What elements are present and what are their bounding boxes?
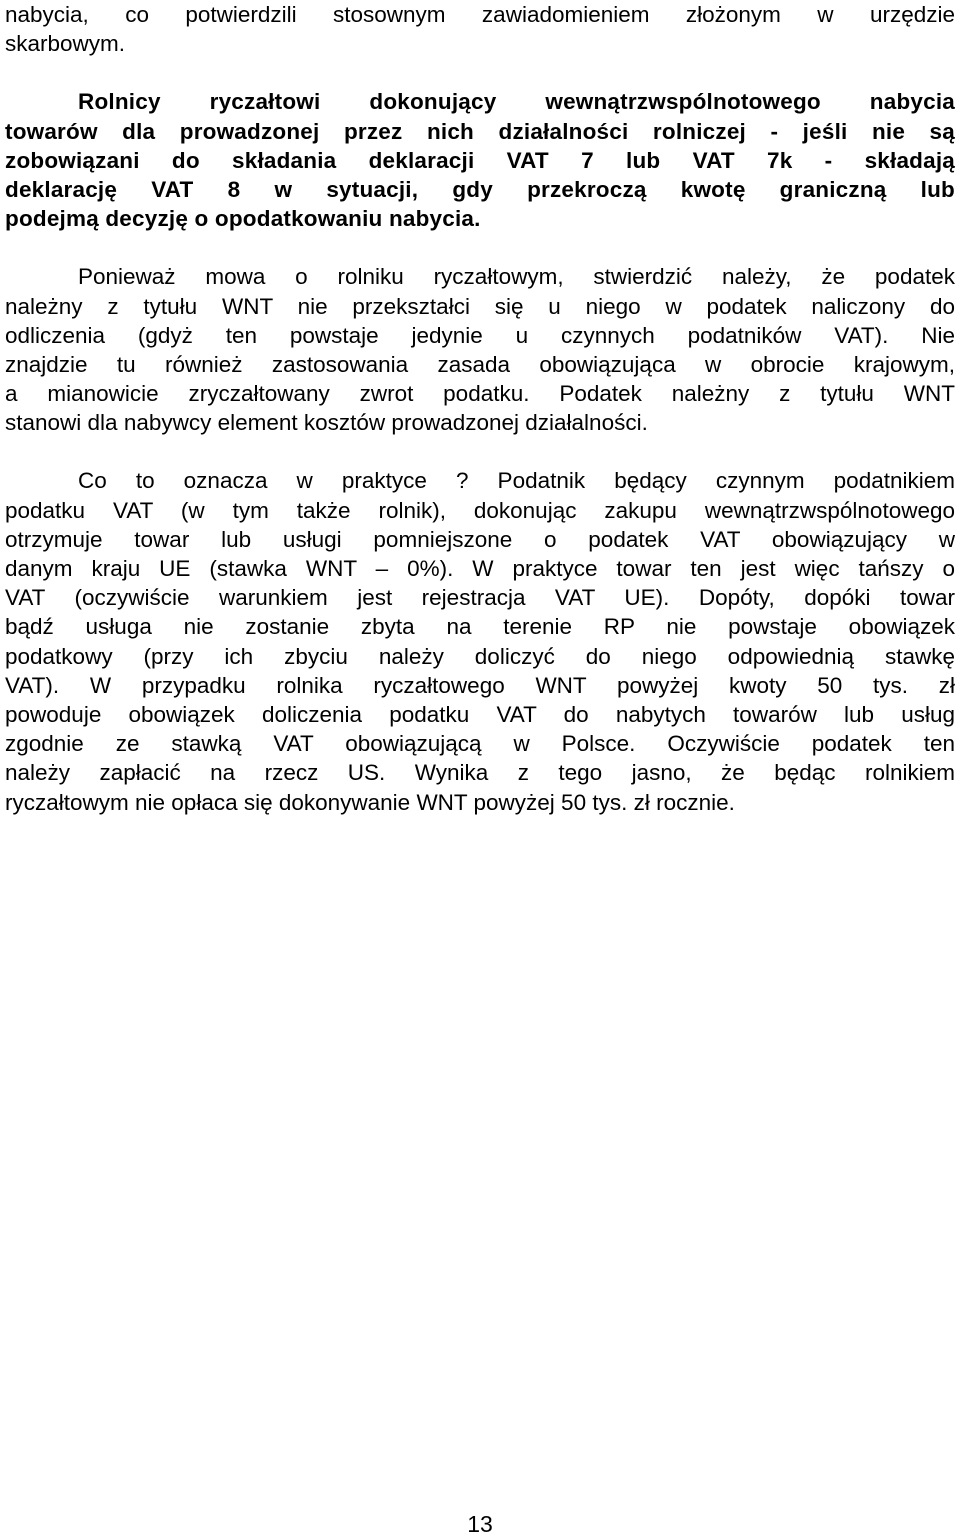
text-line: nabycia, co potwierdzili stosownym zawiadomieniem złożonym w urzędzie	[5, 2, 955, 27]
text-line: należy zapłacić na rzecz US. Wynika z tego jasno, że będąc rolnikiem	[5, 760, 955, 786]
text-line: podatku VAT (w tym także rolnik), dokonując zakupu wewnątrzwspólnotowego	[5, 497, 955, 523]
text-line: Co to oznacza w praktyce ? Podatnik będący czynnym podatnikiem	[78, 468, 955, 494]
text-line: stanowi dla nabywcy element kosztów prowadzonej działalności.	[5, 410, 648, 436]
paragraph-gap	[5, 233, 955, 262]
text-line: znajdzie tu również zastosowania zasada obowiązująca w obrocie krajowym,	[5, 351, 955, 377]
page-number: 13	[467, 1511, 493, 1537]
text-line: skarbowym.	[5, 31, 126, 57]
paragraph-bold-rolnicy	[5, 87, 955, 233]
paragraph-gap	[5, 437, 955, 466]
text-line: bądź usługa nie zostanie zbyta na terenie RP nie powstaje obowiązek	[5, 614, 955, 640]
text-line: należny z tytułu WNT nie przekształci się u niego w podatek naliczony do	[5, 293, 955, 319]
text-line: Ponieważ mowa o rolniku ryczałtowym, stwierdzić należy, że podatek	[78, 264, 955, 290]
text-line: powoduje obowiązek doliczenia podatku VAT do nabytych towarów lub usług	[5, 701, 955, 727]
text-line: ryczałtowym nie opłaca się dokonywanie WNT powyżej 50 tys. zł rocznie.	[5, 789, 735, 815]
paragraph-continuation	[5, 0, 955, 58]
text-line: Rolnicy ryczałtowi dokonujący wewnątrzwspólnotowego nabycia	[78, 89, 955, 115]
text-line: zgodnie ze stawką VAT obowiązującą w Polsce. Oczywiście podatek ten	[5, 731, 955, 757]
text-line: VAT (oczywiście warunkiem jest rejestracja VAT UE). Dopóty, dopóki towar	[5, 585, 955, 611]
text-line: a mianowicie zryczałtowany zwrot podatku. Podatek należny z tytułu WNT	[5, 381, 955, 407]
text-line: VAT). W przypadku rolnika ryczałtowego WNT powyżej kwoty 50 tys. zł	[5, 672, 955, 698]
document-page	[5, 0, 955, 817]
text-line: odliczenia (gdyż ten powstaje jedynie u czynnych podatników VAT). Nie	[5, 322, 955, 348]
text-line: otrzymuje towar lub usługi pomniejszone o podatek VAT obowiązujący w	[5, 526, 955, 552]
paragraph-gap	[5, 58, 955, 87]
paragraph-ryczaltowy	[5, 262, 955, 437]
text-line: podatkowy (przy ich zbyciu należy doliczyć do niego odpowiednią stawkę	[5, 643, 955, 669]
text-line: danym kraju UE (stawka WNT – 0%). W praktyce towar ten jest więc tańszy o	[5, 556, 955, 581]
text-line: towarów dla prowadzonej przez nich działalności rolniczej - jeśli nie są	[5, 118, 955, 144]
text-line: zobowiązani do składania deklaracji VAT 7 lub VAT 7k - składają	[5, 147, 955, 173]
paragraph-w-praktyce	[5, 466, 955, 816]
text-line: podejmą decyzję o opodatkowaniu nabycia.	[5, 206, 481, 232]
text-line: deklarację VAT 8 w sytuacji, gdy przekroczą kwotę graniczną lub	[5, 176, 955, 202]
